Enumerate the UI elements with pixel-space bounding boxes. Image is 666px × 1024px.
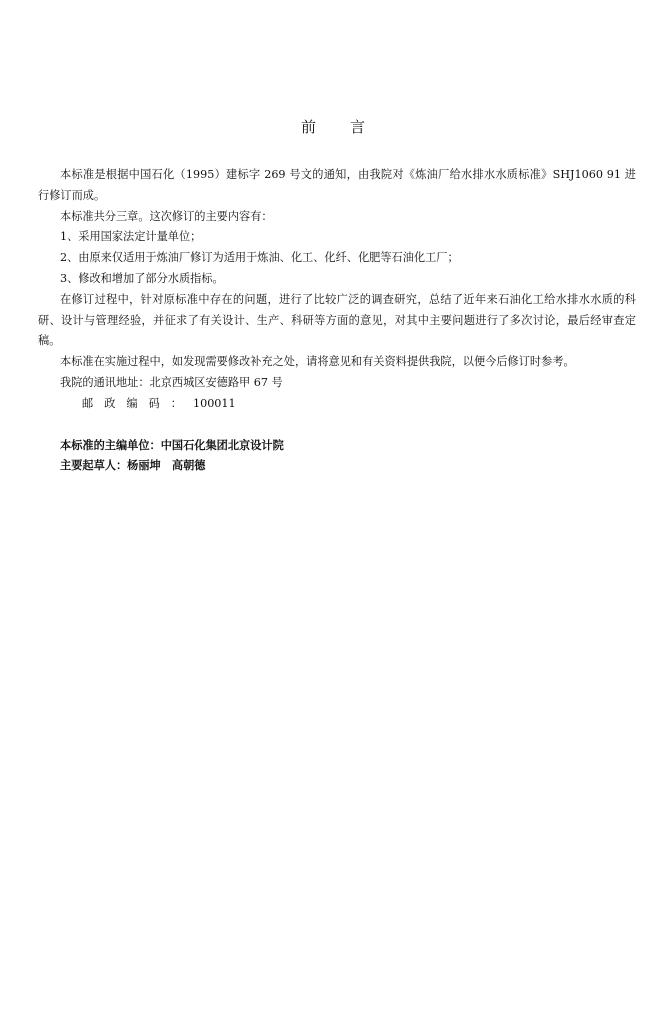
drafters-line [38, 455, 636, 476]
postal-value: 100011 [192, 396, 236, 410]
drafters-label: 主要起草人： [60, 458, 128, 473]
postal-label: 邮政编码： [82, 396, 193, 410]
drafters-value: 杨丽坤 高朝德 [127, 458, 206, 473]
address-line [38, 373, 636, 394]
revision-item-2: 2、由原来仅适用于炼油厂修订为适用于炼油、化工、化纤、化肥等石油化工厂； [60, 251, 459, 265]
section-spacer [38, 415, 636, 435]
revision-item-3: 3、修改和增加了部分水质指标。 [60, 271, 224, 285]
document-body [38, 165, 636, 476]
address-value: 北京西城区安德路甲 67 号 [149, 375, 283, 389]
revision-item-1: 1、采用国家法定计量单位； [60, 230, 202, 244]
process-paragraph: 在修订过程中，针对原标准中存在的问题，进行了比较广泛的调查研究，总结了近年来石油化工给水排水水质的科研、设计与管理经验，并征求了有关设计、生产、科研等方面的意见，对其中主要问题进行了多次讨论，最后经审查定稿。 [38, 292, 636, 348]
editor-unit-line [38, 435, 636, 456]
address-label: 我院的通讯地址： [60, 375, 150, 389]
feedback-paragraph: 本标准在实施过程中，如发现需要修改补充之处，请将意见和有关资料提供我院，以便今后修订时参考。 [60, 355, 575, 369]
intro-paragraph: 本标准是根据中国石化（1995）建标字 269 号文的通知，由我院对《炼油厂给水排水水质标准》SHJ1060 91 进行修订而成。 [38, 168, 636, 202]
chapters-paragraph: 本标准共分三章。这次修订的主要内容有： [60, 209, 273, 223]
editor-unit-value: 中国石化集团北京设计院 [160, 437, 284, 452]
page-title: 前言 [300, 118, 399, 136]
postal-line [38, 394, 636, 415]
editor-unit-label: 本标准的主编单位： [60, 437, 161, 452]
